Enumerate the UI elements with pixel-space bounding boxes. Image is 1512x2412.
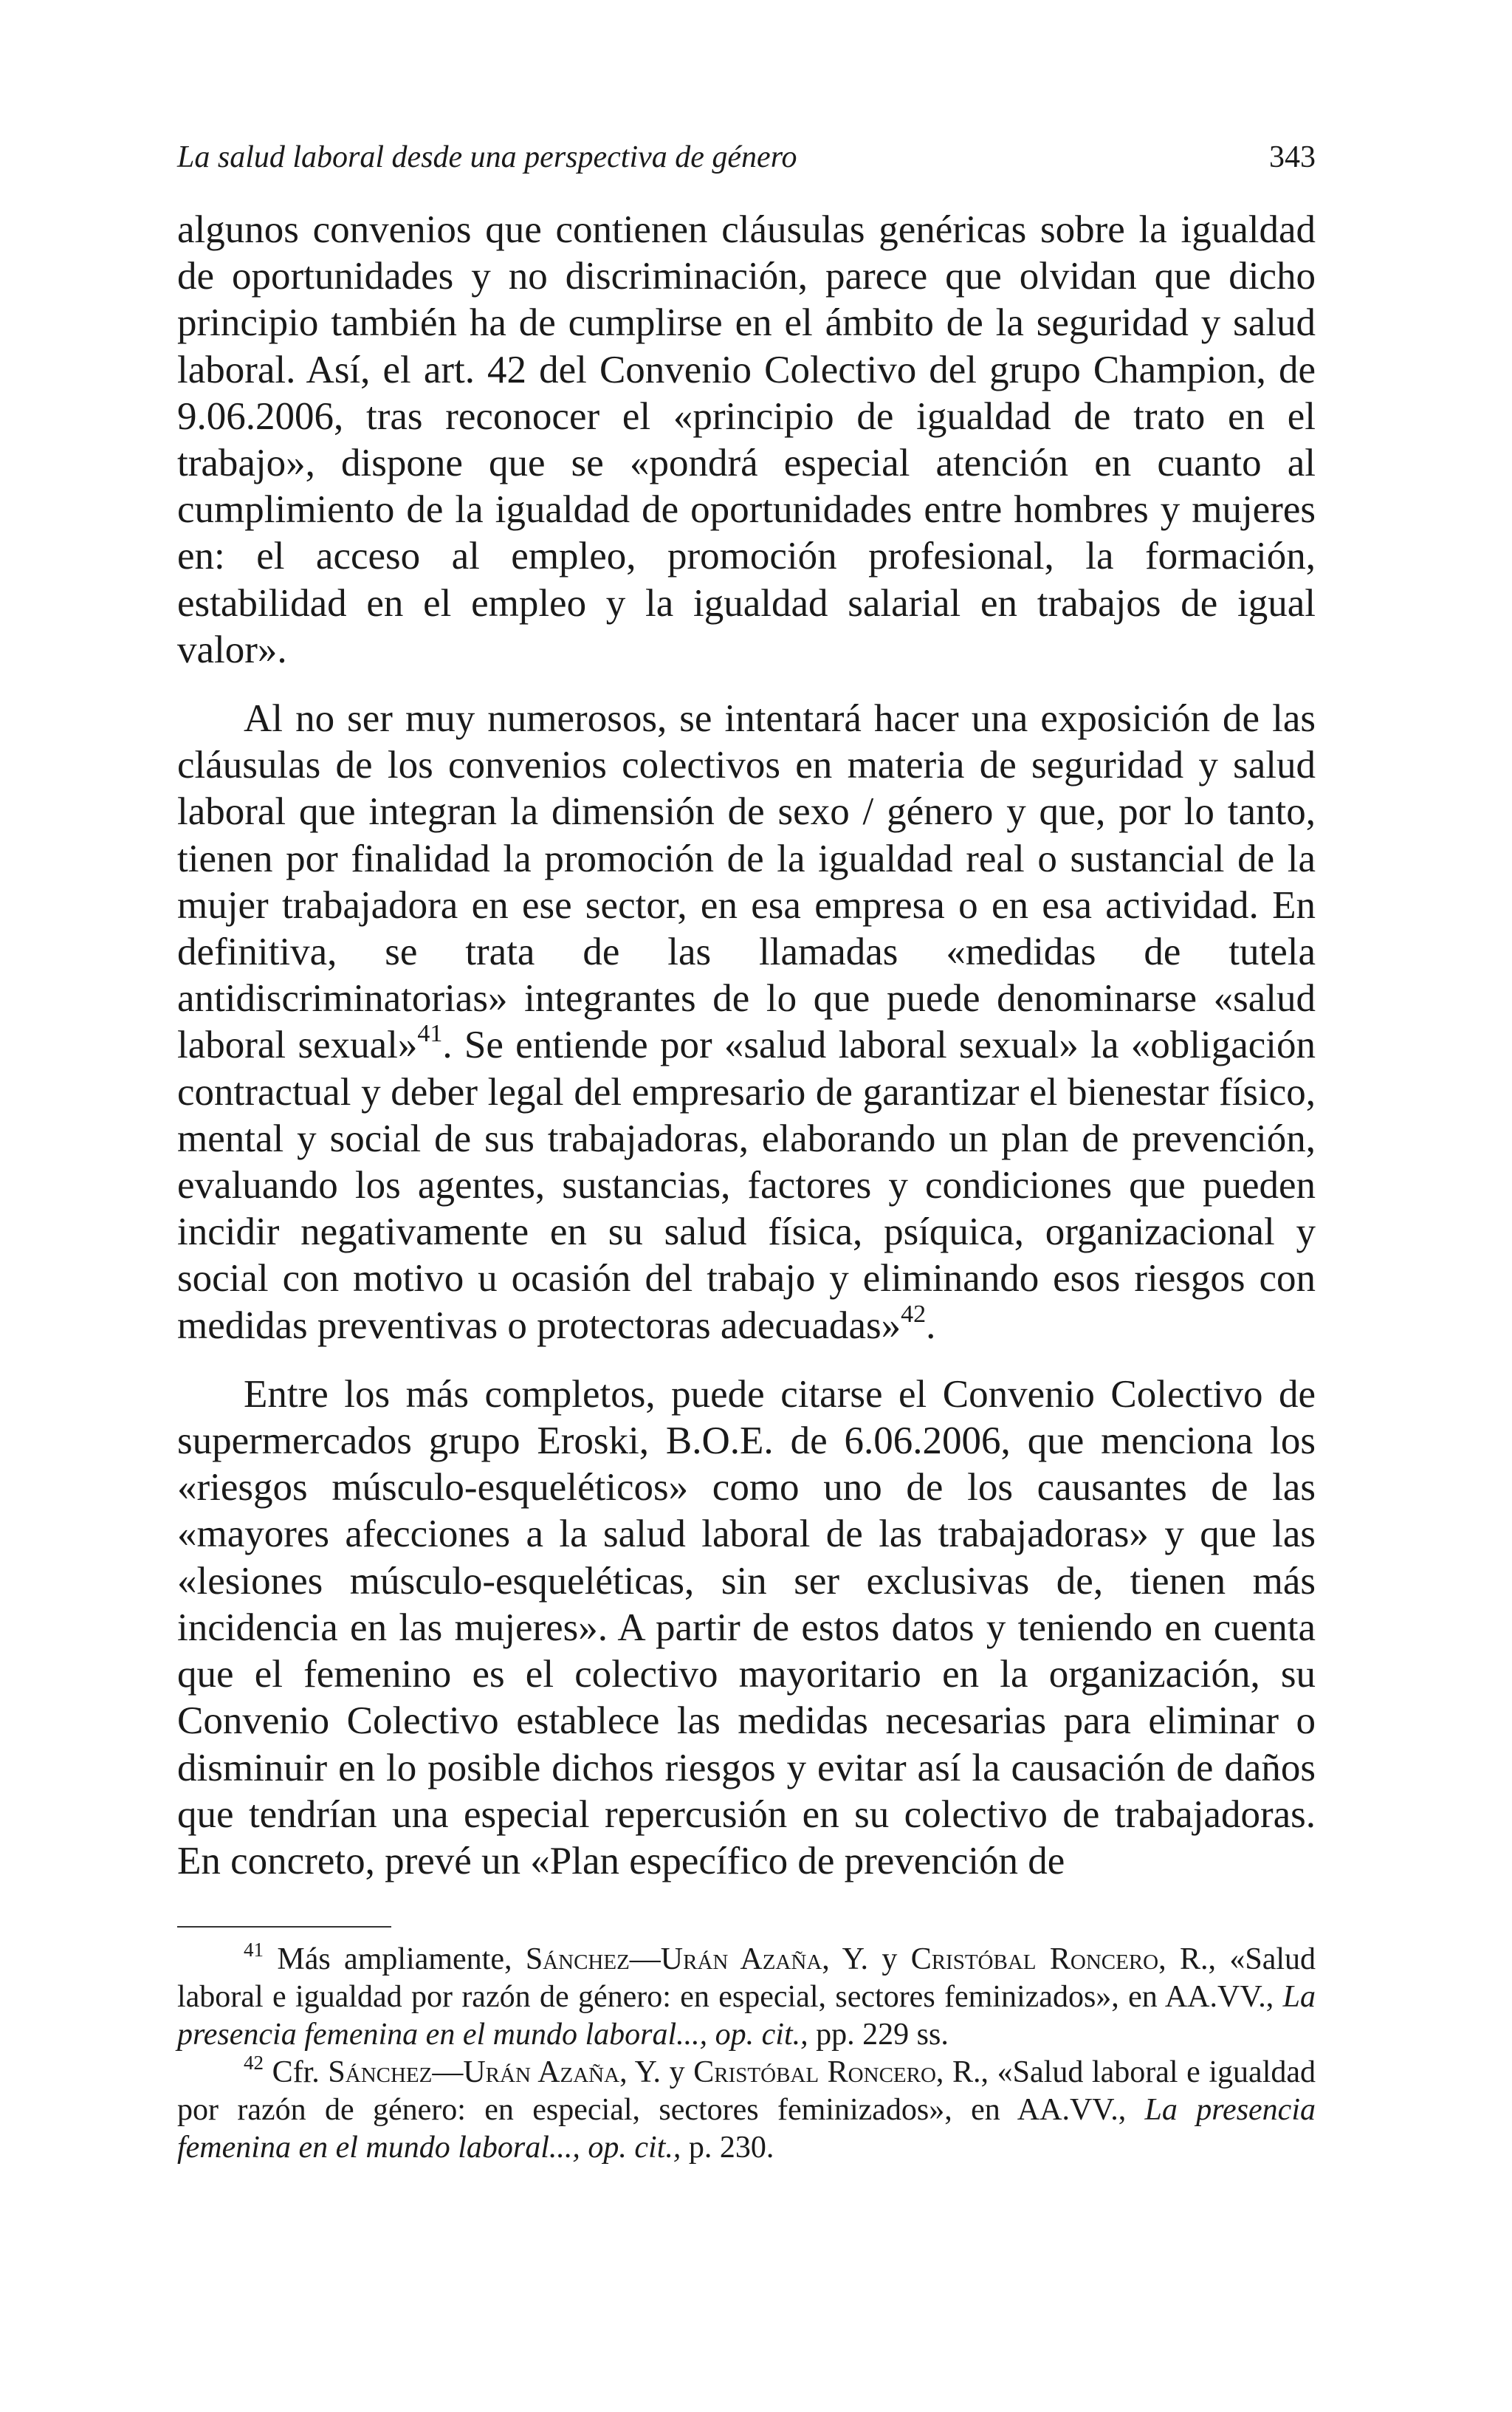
paragraph-2	[177, 696, 1316, 1349]
footnote-text: Más ampliamente,	[277, 1942, 526, 1977]
footnote-text: , Y. y	[822, 1942, 911, 1977]
footnote-text: Cfr.	[272, 2055, 329, 2090]
paragraph-1: algunos convenios que contienen cláusulas genéricas sobre la igualdad de oportunidades y no discriminación, parece que olvidan que dicho principio también ha de cumplirse en el ámbito de la seguridad y salud laboral. Así, el art. 42 del Convenio Colectivo del grupo Champion, de 9.06.2006, tras reconocer el «principio de igualdad de trato en el trabajo», dispone que se «pondrá especial atención en cuanto al cumplimiento de la igualdad de oportunidades entre hombres y mujeres en: el acceso al empleo, promoción profesional, la formación, estabilidad en el empleo y la igualdad salarial en trabajos de igual valor».	[177, 208, 1316, 671]
page-number: 343	[1269, 140, 1316, 174]
footnote-author: Cristóbal Roncero	[693, 2055, 936, 2090]
footnote-book-title: La presencia femenina en el mundo laboral..., op. cit.,	[177, 1980, 1316, 2052]
footnotes	[177, 1941, 1316, 2167]
footnote-number: 42	[244, 2052, 264, 2074]
paragraph-2-part-a: Al no ser muy numerosos, se intentará hacer una exposición de las cláusulas de los convenios colectivos en materia de seguridad y salud laboral que integran la dimensión de sexo / género y que, por lo tanto, tienen por finalidad la promoción de la igualdad real o sustancial de la mujer trabajadora en ese sector, en esa empresa o en esa actividad. En definitiva, se trata de las llamadas «medidas de tutela antidiscriminatorias» integrantes de lo que puede denominarse «salud laboral sexual»	[177, 697, 1316, 1067]
body-text	[177, 207, 1316, 1885]
footnote-author: Sánchez—Urán Azaña	[328, 2055, 620, 2090]
footnote-41	[177, 1941, 1316, 2054]
footnote-text: , R., «Salud laboral e igualdad por razón de género: en especial, sectores feminizados», en AA.VV.,	[177, 2055, 1316, 2128]
footnote-text: , R., «Salud laboral e igualdad por razón de género: en especial, sectores feminizados», en AA.VV.,	[177, 1942, 1316, 2015]
footnote-divider	[177, 1926, 391, 1928]
footnote-ref-42: 42	[901, 1300, 927, 1328]
paragraph-3: Entre los más completos, puede citarse el Convenio Colectivo de supermercados grupo Eroski, B.O.E. de 6.06.2006, que menciona los «riesgos músculo-esqueléticos» como uno de los causantes de las «mayores afecciones a la salud laboral de las trabajadoras» y que las «lesiones músculo-esqueléticas, sin ser exclusivas de, tienen más incidencia en las mujeres». A partir de estos datos y teniendo en cuenta que el femenino es el colectivo mayoritario en la organización, su Convenio Colectivo establece las medidas necesarias para eliminar o disminuir en lo posible dichos riesgos y evitar así la causación de daños que tendrían una especial repercusión en su colectivo de trabajadoras. En concreto, prevé un «Plan específico de prevención de	[177, 1372, 1316, 1882]
footnote-author: Cristóbal Roncero	[910, 1942, 1159, 1977]
footnote-ref-41: 41	[417, 1020, 443, 1048]
running-title: La salud laboral desde una perspectiva de género	[177, 140, 797, 174]
paragraph-2-part-b: . Se entiende por «salud laboral sexual» la «obligación contractual y deber legal del empresario de garantizar el bienestar físico, mental y social de sus trabajadoras, elaborando un plan de prevención, evaluando los agentes, sustancias, factores y condiciones que pueden incidir negativamente en su salud física, psíquica, organizacional y social con motivo u ocasión del trabajo y eliminando esos riesgos con medidas preventivas o protectoras adecuadas»	[177, 1024, 1316, 1347]
footnote-book-title: La presencia femenina en el mundo laboral..., op. cit.,	[177, 2093, 1316, 2165]
footnote-42	[177, 2054, 1316, 2167]
running-header	[177, 133, 1316, 182]
footnote-text: p. 230.	[681, 2131, 774, 2165]
footnote-text: pp. 229 ss.	[808, 2018, 949, 2052]
paragraph-2-part-c: .	[926, 1303, 936, 1347]
book-page	[177, 133, 1316, 2167]
footnote-author: Sánchez—Urán Azaña	[525, 1942, 822, 1977]
footnote-text: , Y. y	[619, 2055, 694, 2090]
footnote-number: 41	[244, 1939, 264, 1962]
